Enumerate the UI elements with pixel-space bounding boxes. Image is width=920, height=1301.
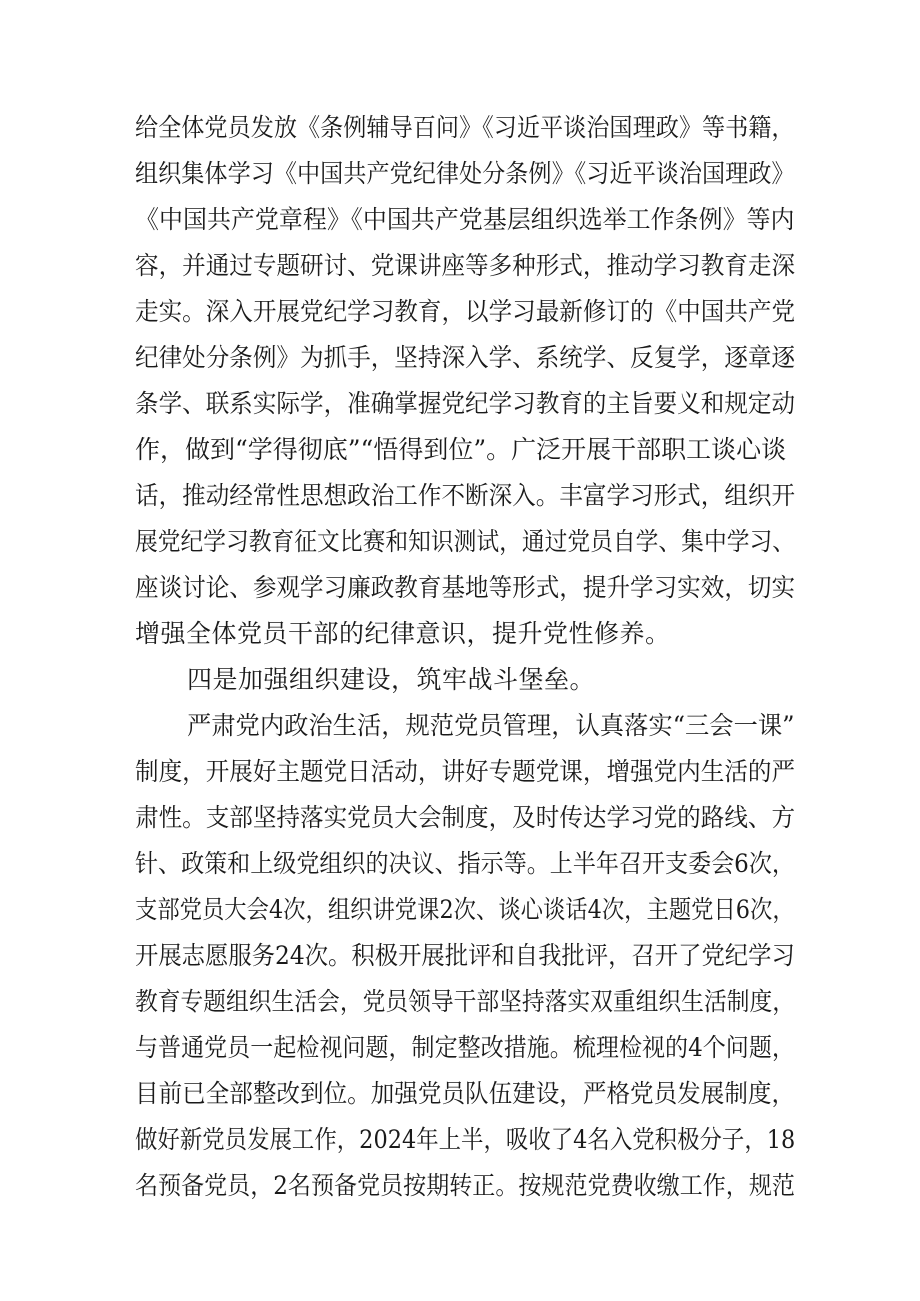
text-line: 走实。深入开展党纪学习教育，以学习最新修订的《中国共产党 xyxy=(135,297,796,326)
text-line: 教育专题组织生活会，党员领导干部坚持落实双重组织生活制度， xyxy=(135,987,795,1016)
text-line: 针、政策和上级党组织的决议、指示等。上半年召开支委会6次， xyxy=(135,849,795,878)
text-line: 增强全体党员干部的纪律意识，提升党性修养。 xyxy=(135,619,671,648)
text-line: 纪律处分条例》为抓手，坚持深入学、系统学、反复学，逐章逐 xyxy=(135,343,796,372)
section-heading: 四是加强组织建设，筑牢战斗堡垒。 xyxy=(187,665,596,694)
text-line: 展党纪学习教育征文比赛和知识测试，通过党员自学、集中学习、 xyxy=(135,527,795,556)
text-line: 肃性。支部坚持落实党员大会制度，及时传达学习党的路线、方 xyxy=(135,803,796,832)
text-line: 组织集体学习《中国共产党纪律处分条例》《习近平谈治国理政》 xyxy=(135,159,795,188)
text-line: 与普通党员一起检视问题，制定整改措施。梳理检视的4个问题， xyxy=(135,1033,795,1062)
text-line: 支部党员大会4次，组织讲党课2次、谈心谈话4次，主题党日6次， xyxy=(135,895,795,924)
text-line: 《中国共产党章程》《中国共产党基层组织选举工作条例》等内 xyxy=(135,205,795,234)
text-line: 开展志愿服务24次。积极开展批评和自我批评，召开了党纪学习 xyxy=(135,941,795,970)
text-line: 话，推动经常性思想政治工作不断深入。丰富学习形式，组织开 xyxy=(135,481,796,510)
paragraph-first-line: 严肃党内政治生活，规范党员管理，认真落实“三会一课” xyxy=(187,711,795,740)
text-line: 容，并通过专题研讨、党课讲座等多种形式，推动学习教育走深 xyxy=(135,251,796,280)
text-line: 作，做到“学得彻底”“悟得到位”。广泛开展干部职工谈心谈 xyxy=(135,435,787,464)
text-line: 条学、联系实际学，准确掌握党纪学习教育的主旨要义和规定动 xyxy=(135,389,796,418)
text-line: 制度，开展好主题党日活动，讲好专题党课，增强党内生活的严 xyxy=(135,757,796,786)
text-line: 目前已全部整改到位。加强党员队伍建设，严格党员发展制度， xyxy=(135,1079,796,1108)
text-line: 座谈讨论、参观学习廉政教育基地等形式，提升学习实效，切实 xyxy=(135,573,796,602)
text-line: 名预备党员，2名预备党员按期转正。按规范党费收缴工作，规范 xyxy=(135,1171,795,1200)
text-line: 给全体党员发放《条例辅导百问》《习近平谈治国理政》等书籍， xyxy=(135,113,795,142)
text-line: 做好新党员发展工作，2024年上半，吸收了4名入党积极分子，18 xyxy=(135,1125,796,1154)
